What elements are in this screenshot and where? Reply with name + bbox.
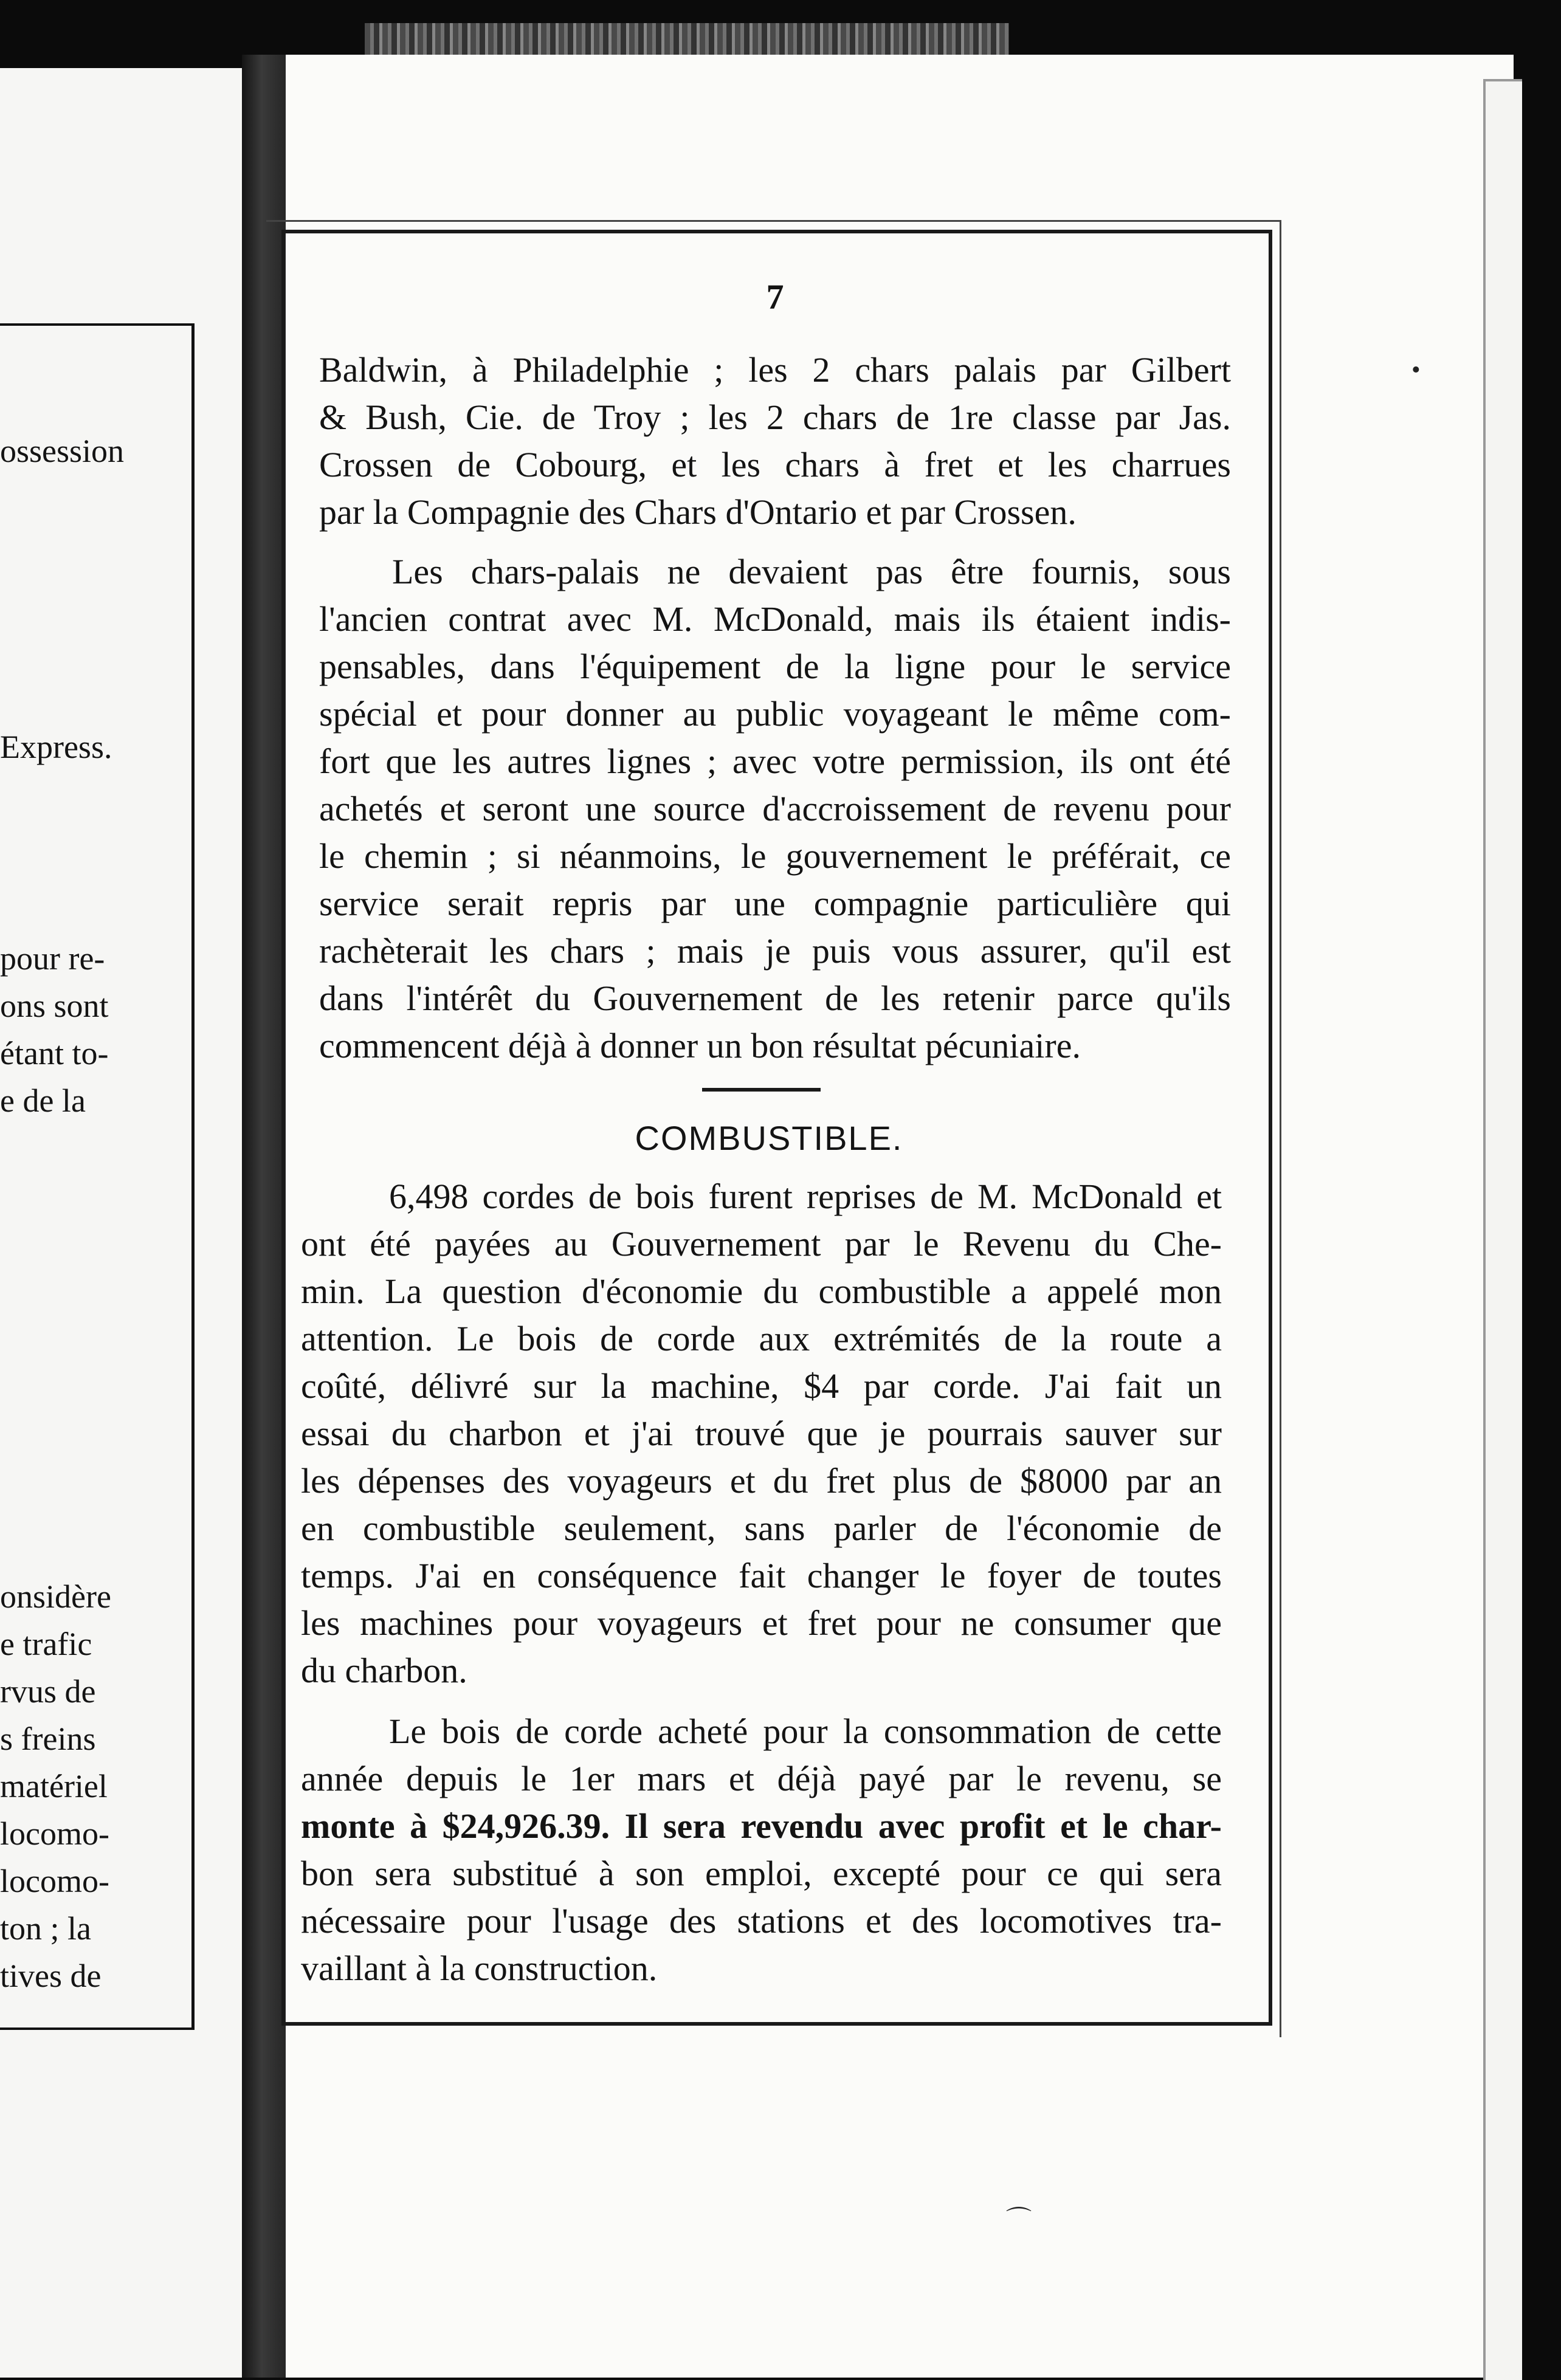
text-line: monte à $24,926.39. Il sera revendu avec profit et le char- [301,1806,1222,1846]
text-line: par la Compagnie des Chars d'Ontario et par Crossen. [319,492,1077,532]
left-fragment: e trafic [0,1626,92,1662]
text-line: essai du charbon et j'ai trouvé que je pourrais sauver sur [301,1414,1222,1453]
text-line: temps. J'ai en conséquence fait changer le foyer de toutes [301,1556,1222,1595]
text-line: service serait repris par une compagnie particulière qui [319,884,1231,923]
text-line: attention. Le bois de corde aux extrémités de la route a [301,1319,1222,1358]
text-line: l'ancien contrat avec M. McDonald, mais ils étaient indis- [319,599,1231,639]
left-fragment: s freins [0,1721,96,1757]
left-fragment: locomo- [0,1815,109,1852]
text-line: rachèterait les chars ; mais je puis vous assurer, qu'il est [319,931,1231,971]
speck-mark: ⌒ [1006,2207,1032,2235]
text-line: min. La question d'économie du combustible a appelé mon [301,1271,1222,1311]
left-fragment: Express. [0,729,112,765]
left-fragment: ton ; la [0,1910,91,1947]
text-line: année depuis le 1er mars et déjà payé par le revenu, se [301,1759,1222,1798]
left-fragment: ossession [0,433,125,469]
left-fragment: onsidère [0,1578,111,1615]
text-line: achetés et seront une source d'accroissement de revenu pour [319,789,1231,828]
text-line: Crossen de Cobourg, et les chars à fret et les charrues [319,445,1231,484]
left-fragment: locomo- [0,1863,109,1899]
page-number: 7 [766,277,784,317]
text-line: du charbon. [301,1651,467,1690]
section-heading: COMBUSTIBLE. [635,1119,903,1157]
text-line: coûté, délivré sur la machine, $4 par corde. J'ai fait un [301,1366,1222,1406]
text-line: Baldwin, à Philadelphie ; les 2 chars palais par Gilbert [319,350,1231,390]
text-line: vaillant à la construction. [301,1948,658,1988]
text-line: le chemin ; si néanmoins, le gouvernement le préférait, ce [319,836,1231,876]
text-line: nécessaire pour l'usage des stations et des locomotives tra- [301,1901,1222,1941]
left-fragment: tives de [0,1958,102,1994]
left-fragment: rvus de [0,1673,96,1710]
text-line: pensables, dans l'équipement de la ligne pour le service [319,647,1231,686]
left-fragment: matériel [0,1768,108,1804]
text-line: bon sera substitué à son emploi, excepté pour ce qui sera [301,1854,1222,1893]
left-facing-page [0,68,243,2378]
text-line: en combustible seulement, sans parler de l'économie de [301,1508,1222,1548]
text-line: fort que les autres lignes ; avec votre permission, ils ont été [319,741,1231,781]
page-edge [1483,79,1522,2380]
speck-mark: • [1411,356,1421,384]
text-line: spécial et pour donner au public voyageant le même com- [319,694,1231,734]
text-line: dans l'intérêt du Gouvernement de les retenir parce qu'ils [319,978,1231,1018]
left-fragment: e de la [0,1082,86,1119]
left-fragment: étant to- [0,1035,109,1071]
section-divider [702,1088,821,1092]
text-line: les machines pour voyageurs et fret pour ne consumer que [301,1603,1222,1643]
text-line: ont été payées au Gouvernement par le Revenu du Che- [301,1224,1222,1264]
text-line: les dépenses des voyageurs et du fret plus de $8000 par an [301,1461,1222,1501]
text-line: Le bois de corde acheté pour la consommation de cette [389,1711,1222,1751]
text-line: commencent déjà à donner un bon résultat pécuniaire. [319,1026,1081,1065]
left-fragment: ons sont [0,988,109,1024]
text-line: Les chars-palais ne devaient pas être fournis, sous [392,552,1231,591]
text-line: & Bush, Cie. de Troy ; les 2 chars de 1re classe par Jas. [319,397,1231,437]
left-fragment: pour re- [0,940,105,977]
text-line: 6,498 cordes de bois furent reprises de M. McDonald et [389,1177,1222,1216]
